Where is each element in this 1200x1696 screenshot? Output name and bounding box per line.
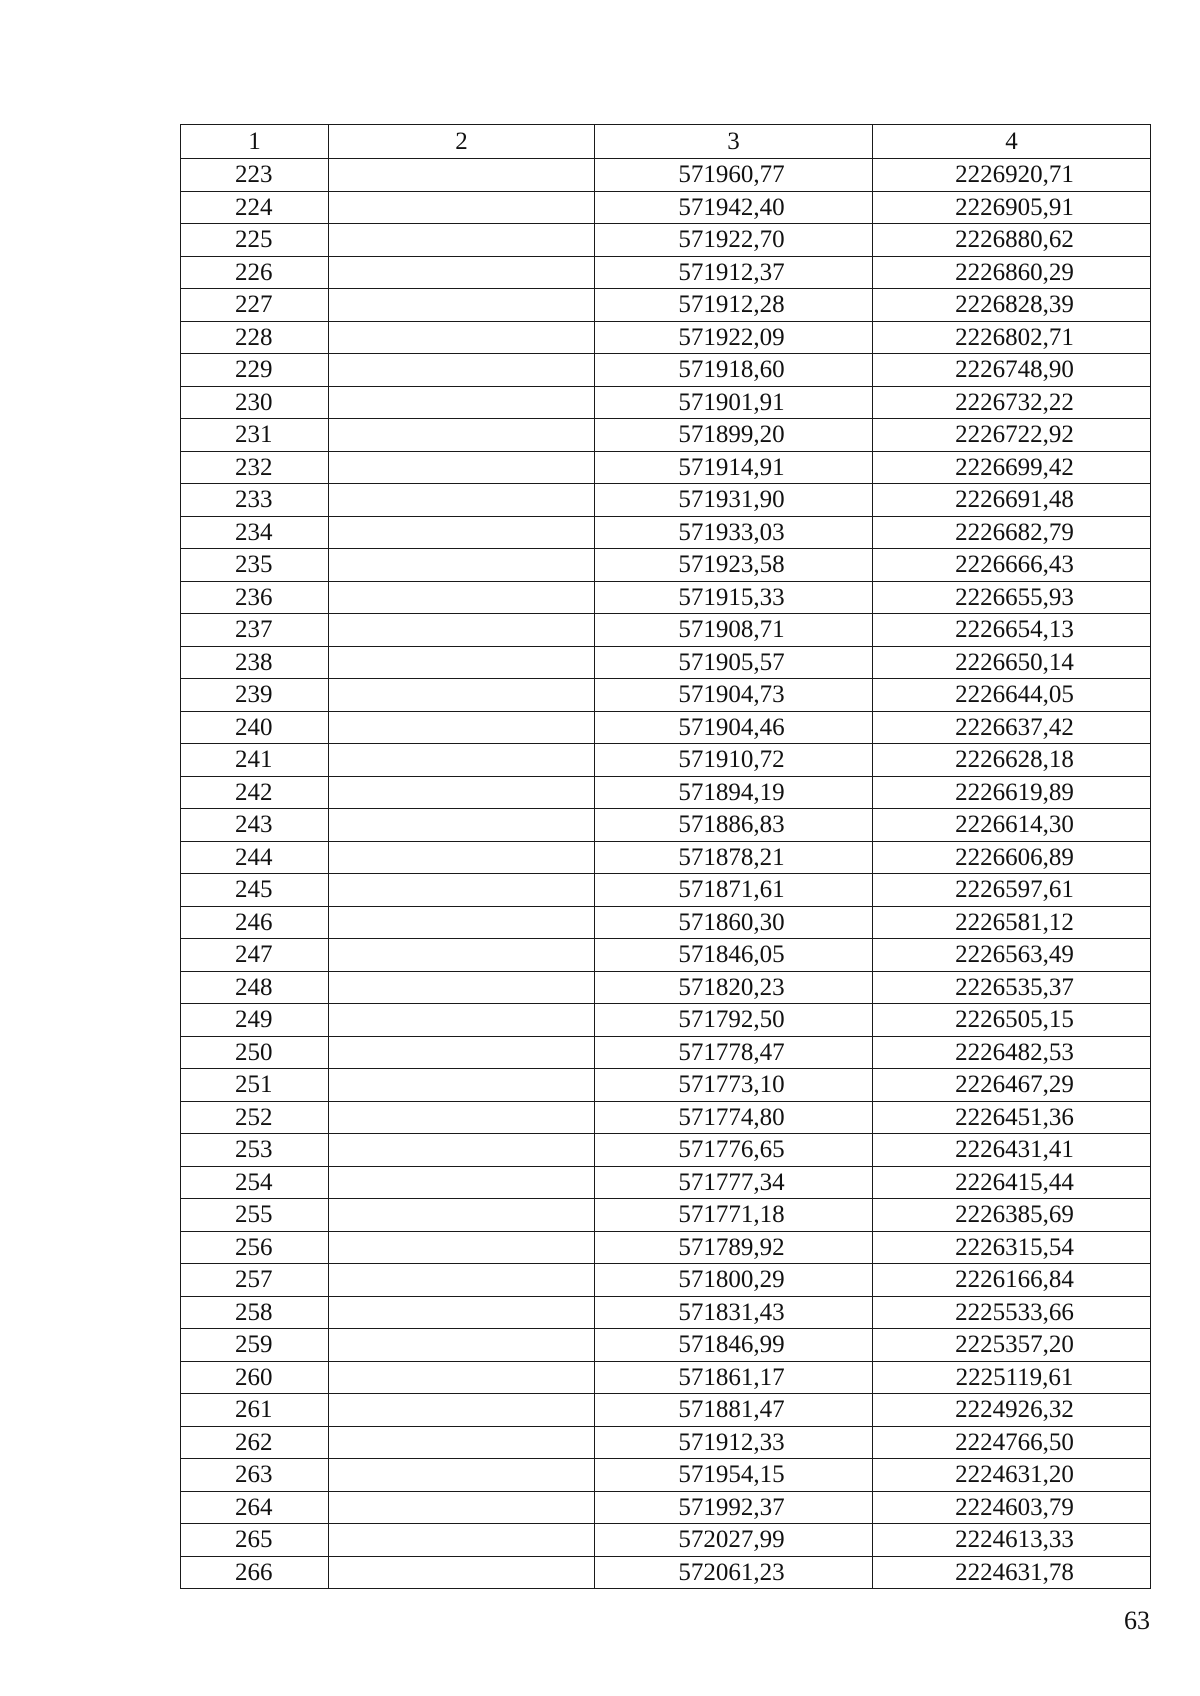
empty-cell — [329, 549, 595, 582]
point-number-cell: 252 — [181, 1101, 329, 1134]
y-coordinate-cell: 2226415,44 — [873, 1166, 1151, 1199]
point-number-cell: 240 — [181, 711, 329, 744]
x-coordinate-cell: 571904,46 — [595, 711, 873, 744]
point-number-cell: 223 — [181, 159, 329, 192]
point-number-cell: 255 — [181, 1199, 329, 1232]
x-coordinate-cell: 571846,99 — [595, 1329, 873, 1362]
empty-cell — [329, 159, 595, 192]
y-coordinate-cell: 2225119,61 — [873, 1361, 1151, 1394]
x-coordinate-cell: 571922,70 — [595, 224, 873, 257]
header-col-3: 3 — [595, 125, 873, 159]
table-row — [181, 1231, 1151, 1264]
point-number-cell: 224 — [181, 191, 329, 224]
point-number-cell: 238 — [181, 646, 329, 679]
empty-cell — [329, 614, 595, 647]
table-row — [181, 581, 1151, 614]
x-coordinate-cell: 571878,21 — [595, 841, 873, 874]
empty-cell — [329, 289, 595, 322]
x-coordinate-cell: 571901,91 — [595, 386, 873, 419]
empty-cell — [329, 1101, 595, 1134]
y-coordinate-cell: 2226467,29 — [873, 1069, 1151, 1102]
x-coordinate-cell: 571923,58 — [595, 549, 873, 582]
y-coordinate-cell: 2226597,61 — [873, 874, 1151, 907]
point-number-cell: 245 — [181, 874, 329, 907]
table-row — [181, 679, 1151, 712]
empty-cell — [329, 1524, 595, 1557]
empty-cell — [329, 1361, 595, 1394]
y-coordinate-cell: 2226451,36 — [873, 1101, 1151, 1134]
empty-cell — [329, 581, 595, 614]
y-coordinate-cell: 2226732,22 — [873, 386, 1151, 419]
point-number-cell: 227 — [181, 289, 329, 322]
y-coordinate-cell: 2224631,78 — [873, 1556, 1151, 1589]
y-coordinate-cell: 2225357,20 — [873, 1329, 1151, 1362]
table-row — [181, 386, 1151, 419]
x-coordinate-cell: 571912,33 — [595, 1426, 873, 1459]
table-row — [181, 1394, 1151, 1427]
y-coordinate-cell: 2226666,43 — [873, 549, 1151, 582]
x-coordinate-cell: 571820,23 — [595, 971, 873, 1004]
x-coordinate-cell: 571899,20 — [595, 419, 873, 452]
point-number-cell: 230 — [181, 386, 329, 419]
table-header — [181, 125, 1151, 159]
point-number-cell: 249 — [181, 1004, 329, 1037]
y-coordinate-cell: 2226691,48 — [873, 484, 1151, 517]
y-coordinate-cell: 2226482,53 — [873, 1036, 1151, 1069]
point-number-cell: 265 — [181, 1524, 329, 1557]
y-coordinate-cell: 2226619,89 — [873, 776, 1151, 809]
table-row — [181, 971, 1151, 1004]
table-row — [181, 224, 1151, 257]
x-coordinate-cell: 571776,65 — [595, 1134, 873, 1167]
y-coordinate-cell: 2226431,41 — [873, 1134, 1151, 1167]
empty-cell — [329, 874, 595, 907]
y-coordinate-cell: 2226748,90 — [873, 354, 1151, 387]
empty-cell — [329, 841, 595, 874]
y-coordinate-cell: 2226828,39 — [873, 289, 1151, 322]
x-coordinate-cell: 571771,18 — [595, 1199, 873, 1232]
table-row — [181, 1004, 1151, 1037]
x-coordinate-cell: 571904,73 — [595, 679, 873, 712]
y-coordinate-cell: 2226920,71 — [873, 159, 1151, 192]
y-coordinate-cell: 2224631,20 — [873, 1459, 1151, 1492]
y-coordinate-cell: 2226682,79 — [873, 516, 1151, 549]
y-coordinate-cell: 2226535,37 — [873, 971, 1151, 1004]
empty-cell — [329, 1556, 595, 1589]
point-number-cell: 256 — [181, 1231, 329, 1264]
empty-cell — [329, 939, 595, 972]
empty-cell — [329, 1264, 595, 1297]
y-coordinate-cell: 2226860,29 — [873, 256, 1151, 289]
table-row — [181, 1101, 1151, 1134]
x-coordinate-cell: 571933,03 — [595, 516, 873, 549]
table-row — [181, 419, 1151, 452]
table-row — [181, 484, 1151, 517]
table-row — [181, 451, 1151, 484]
y-coordinate-cell: 2226637,42 — [873, 711, 1151, 744]
y-coordinate-cell: 2226650,14 — [873, 646, 1151, 679]
point-number-cell: 229 — [181, 354, 329, 387]
point-number-cell: 254 — [181, 1166, 329, 1199]
point-number-cell: 232 — [181, 451, 329, 484]
table-row — [181, 1329, 1151, 1362]
table-row — [181, 256, 1151, 289]
empty-cell — [329, 1491, 595, 1524]
y-coordinate-cell: 2224766,50 — [873, 1426, 1151, 1459]
empty-cell — [329, 744, 595, 777]
table-row — [181, 1361, 1151, 1394]
table-row — [181, 516, 1151, 549]
empty-cell — [329, 516, 595, 549]
point-number-cell: 262 — [181, 1426, 329, 1459]
empty-cell — [329, 1296, 595, 1329]
point-number-cell: 264 — [181, 1491, 329, 1524]
y-coordinate-cell: 2226315,54 — [873, 1231, 1151, 1264]
point-number-cell: 239 — [181, 679, 329, 712]
y-coordinate-cell: 2226606,89 — [873, 841, 1151, 874]
point-number-cell: 236 — [181, 581, 329, 614]
point-number-cell: 244 — [181, 841, 329, 874]
x-coordinate-cell: 571960,77 — [595, 159, 873, 192]
y-coordinate-cell: 2226385,69 — [873, 1199, 1151, 1232]
coordinates-table — [180, 124, 1151, 1589]
x-coordinate-cell: 571773,10 — [595, 1069, 873, 1102]
x-coordinate-cell: 571800,29 — [595, 1264, 873, 1297]
point-number-cell: 233 — [181, 484, 329, 517]
point-number-cell: 251 — [181, 1069, 329, 1102]
point-number-cell: 266 — [181, 1556, 329, 1589]
x-coordinate-cell: 571918,60 — [595, 354, 873, 387]
table-row — [181, 289, 1151, 322]
point-number-cell: 242 — [181, 776, 329, 809]
empty-cell — [329, 1459, 595, 1492]
table-row — [181, 1524, 1151, 1557]
x-coordinate-cell: 571792,50 — [595, 1004, 873, 1037]
page-number: 63 — [1124, 1606, 1150, 1635]
y-coordinate-cell: 2226655,93 — [873, 581, 1151, 614]
point-number-cell: 248 — [181, 971, 329, 1004]
empty-cell — [329, 906, 595, 939]
table-row — [181, 191, 1151, 224]
table-row — [181, 776, 1151, 809]
empty-cell — [329, 1134, 595, 1167]
header-col-4: 4 — [873, 125, 1151, 159]
x-coordinate-cell: 571774,80 — [595, 1101, 873, 1134]
point-number-cell: 234 — [181, 516, 329, 549]
header-col-1: 1 — [181, 125, 329, 159]
x-coordinate-cell: 571942,40 — [595, 191, 873, 224]
x-coordinate-cell: 571881,47 — [595, 1394, 873, 1427]
empty-cell — [329, 711, 595, 744]
x-coordinate-cell: 571922,09 — [595, 321, 873, 354]
y-coordinate-cell: 2226905,91 — [873, 191, 1151, 224]
y-coordinate-cell: 2226722,92 — [873, 419, 1151, 452]
y-coordinate-cell: 2226654,13 — [873, 614, 1151, 647]
table-row — [181, 809, 1151, 842]
table-row — [181, 614, 1151, 647]
empty-cell — [329, 1231, 595, 1264]
empty-cell — [329, 419, 595, 452]
table-row — [181, 744, 1151, 777]
x-coordinate-cell: 571894,19 — [595, 776, 873, 809]
point-number-cell: 253 — [181, 1134, 329, 1167]
y-coordinate-cell: 2226614,30 — [873, 809, 1151, 842]
x-coordinate-cell: 571860,30 — [595, 906, 873, 939]
table-row — [181, 1166, 1151, 1199]
table-body — [181, 159, 1151, 1589]
y-coordinate-cell: 2224603,79 — [873, 1491, 1151, 1524]
x-coordinate-cell: 571908,71 — [595, 614, 873, 647]
empty-cell — [329, 971, 595, 1004]
empty-cell — [329, 1426, 595, 1459]
y-coordinate-cell: 2226563,49 — [873, 939, 1151, 972]
point-number-cell: 257 — [181, 1264, 329, 1297]
y-coordinate-cell: 2226581,12 — [873, 906, 1151, 939]
point-number-cell: 228 — [181, 321, 329, 354]
table-row — [181, 321, 1151, 354]
point-number-cell: 225 — [181, 224, 329, 257]
empty-cell — [329, 191, 595, 224]
x-coordinate-cell: 571871,61 — [595, 874, 873, 907]
x-coordinate-cell: 571905,57 — [595, 646, 873, 679]
y-coordinate-cell: 2226699,42 — [873, 451, 1151, 484]
empty-cell — [329, 646, 595, 679]
empty-cell — [329, 1394, 595, 1427]
x-coordinate-cell: 572027,99 — [595, 1524, 873, 1557]
empty-cell — [329, 321, 595, 354]
x-coordinate-cell: 571778,47 — [595, 1036, 873, 1069]
x-coordinate-cell: 571910,72 — [595, 744, 873, 777]
empty-cell — [329, 776, 595, 809]
x-coordinate-cell: 571912,28 — [595, 289, 873, 322]
empty-cell — [329, 1069, 595, 1102]
empty-cell — [329, 1199, 595, 1232]
point-number-cell: 231 — [181, 419, 329, 452]
y-coordinate-cell: 2226166,84 — [873, 1264, 1151, 1297]
point-number-cell: 263 — [181, 1459, 329, 1492]
x-coordinate-cell: 571777,34 — [595, 1166, 873, 1199]
empty-cell — [329, 386, 595, 419]
point-number-cell: 235 — [181, 549, 329, 582]
table-row — [181, 159, 1151, 192]
table-row — [181, 1296, 1151, 1329]
empty-cell — [329, 809, 595, 842]
x-coordinate-cell: 571915,33 — [595, 581, 873, 614]
empty-cell — [329, 1036, 595, 1069]
table-row — [181, 1426, 1151, 1459]
point-number-cell: 243 — [181, 809, 329, 842]
table-row — [181, 1556, 1151, 1589]
header-row — [181, 125, 1151, 159]
x-coordinate-cell: 571914,91 — [595, 451, 873, 484]
table-row — [181, 354, 1151, 387]
point-number-cell: 250 — [181, 1036, 329, 1069]
table-row — [181, 1459, 1151, 1492]
empty-cell — [329, 451, 595, 484]
y-coordinate-cell: 2225533,66 — [873, 1296, 1151, 1329]
empty-cell — [329, 1004, 595, 1037]
header-col-2: 2 — [329, 125, 595, 159]
point-number-cell: 247 — [181, 939, 329, 972]
empty-cell — [329, 256, 595, 289]
x-coordinate-cell: 571789,92 — [595, 1231, 873, 1264]
x-coordinate-cell: 571886,83 — [595, 809, 873, 842]
y-coordinate-cell: 2226628,18 — [873, 744, 1151, 777]
table-row — [181, 711, 1151, 744]
y-coordinate-cell: 2224926,32 — [873, 1394, 1151, 1427]
empty-cell — [329, 224, 595, 257]
empty-cell — [329, 354, 595, 387]
table-row — [181, 1491, 1151, 1524]
table-row — [181, 1199, 1151, 1232]
table-row — [181, 939, 1151, 972]
x-coordinate-cell: 571846,05 — [595, 939, 873, 972]
empty-cell — [329, 1329, 595, 1362]
x-coordinate-cell: 572061,23 — [595, 1556, 873, 1589]
table-row — [181, 906, 1151, 939]
point-number-cell: 241 — [181, 744, 329, 777]
table-row — [181, 874, 1151, 907]
y-coordinate-cell: 2226505,15 — [873, 1004, 1151, 1037]
table-row — [181, 841, 1151, 874]
point-number-cell: 258 — [181, 1296, 329, 1329]
y-coordinate-cell: 2224613,33 — [873, 1524, 1151, 1557]
y-coordinate-cell: 2226802,71 — [873, 321, 1151, 354]
x-coordinate-cell: 571931,90 — [595, 484, 873, 517]
y-coordinate-cell: 2226880,62 — [873, 224, 1151, 257]
point-number-cell: 260 — [181, 1361, 329, 1394]
x-coordinate-cell: 571954,15 — [595, 1459, 873, 1492]
point-number-cell: 261 — [181, 1394, 329, 1427]
point-number-cell: 237 — [181, 614, 329, 647]
x-coordinate-cell: 571861,17 — [595, 1361, 873, 1394]
x-coordinate-cell: 571831,43 — [595, 1296, 873, 1329]
table-row — [181, 1264, 1151, 1297]
empty-cell — [329, 679, 595, 712]
empty-cell — [329, 1166, 595, 1199]
point-number-cell: 259 — [181, 1329, 329, 1362]
x-coordinate-cell: 571912,37 — [595, 256, 873, 289]
table-row — [181, 1069, 1151, 1102]
table-row — [181, 646, 1151, 679]
table-row — [181, 549, 1151, 582]
point-number-cell: 246 — [181, 906, 329, 939]
point-number-cell: 226 — [181, 256, 329, 289]
empty-cell — [329, 484, 595, 517]
table-row — [181, 1134, 1151, 1167]
table-row — [181, 1036, 1151, 1069]
x-coordinate-cell: 571992,37 — [595, 1491, 873, 1524]
y-coordinate-cell: 2226644,05 — [873, 679, 1151, 712]
